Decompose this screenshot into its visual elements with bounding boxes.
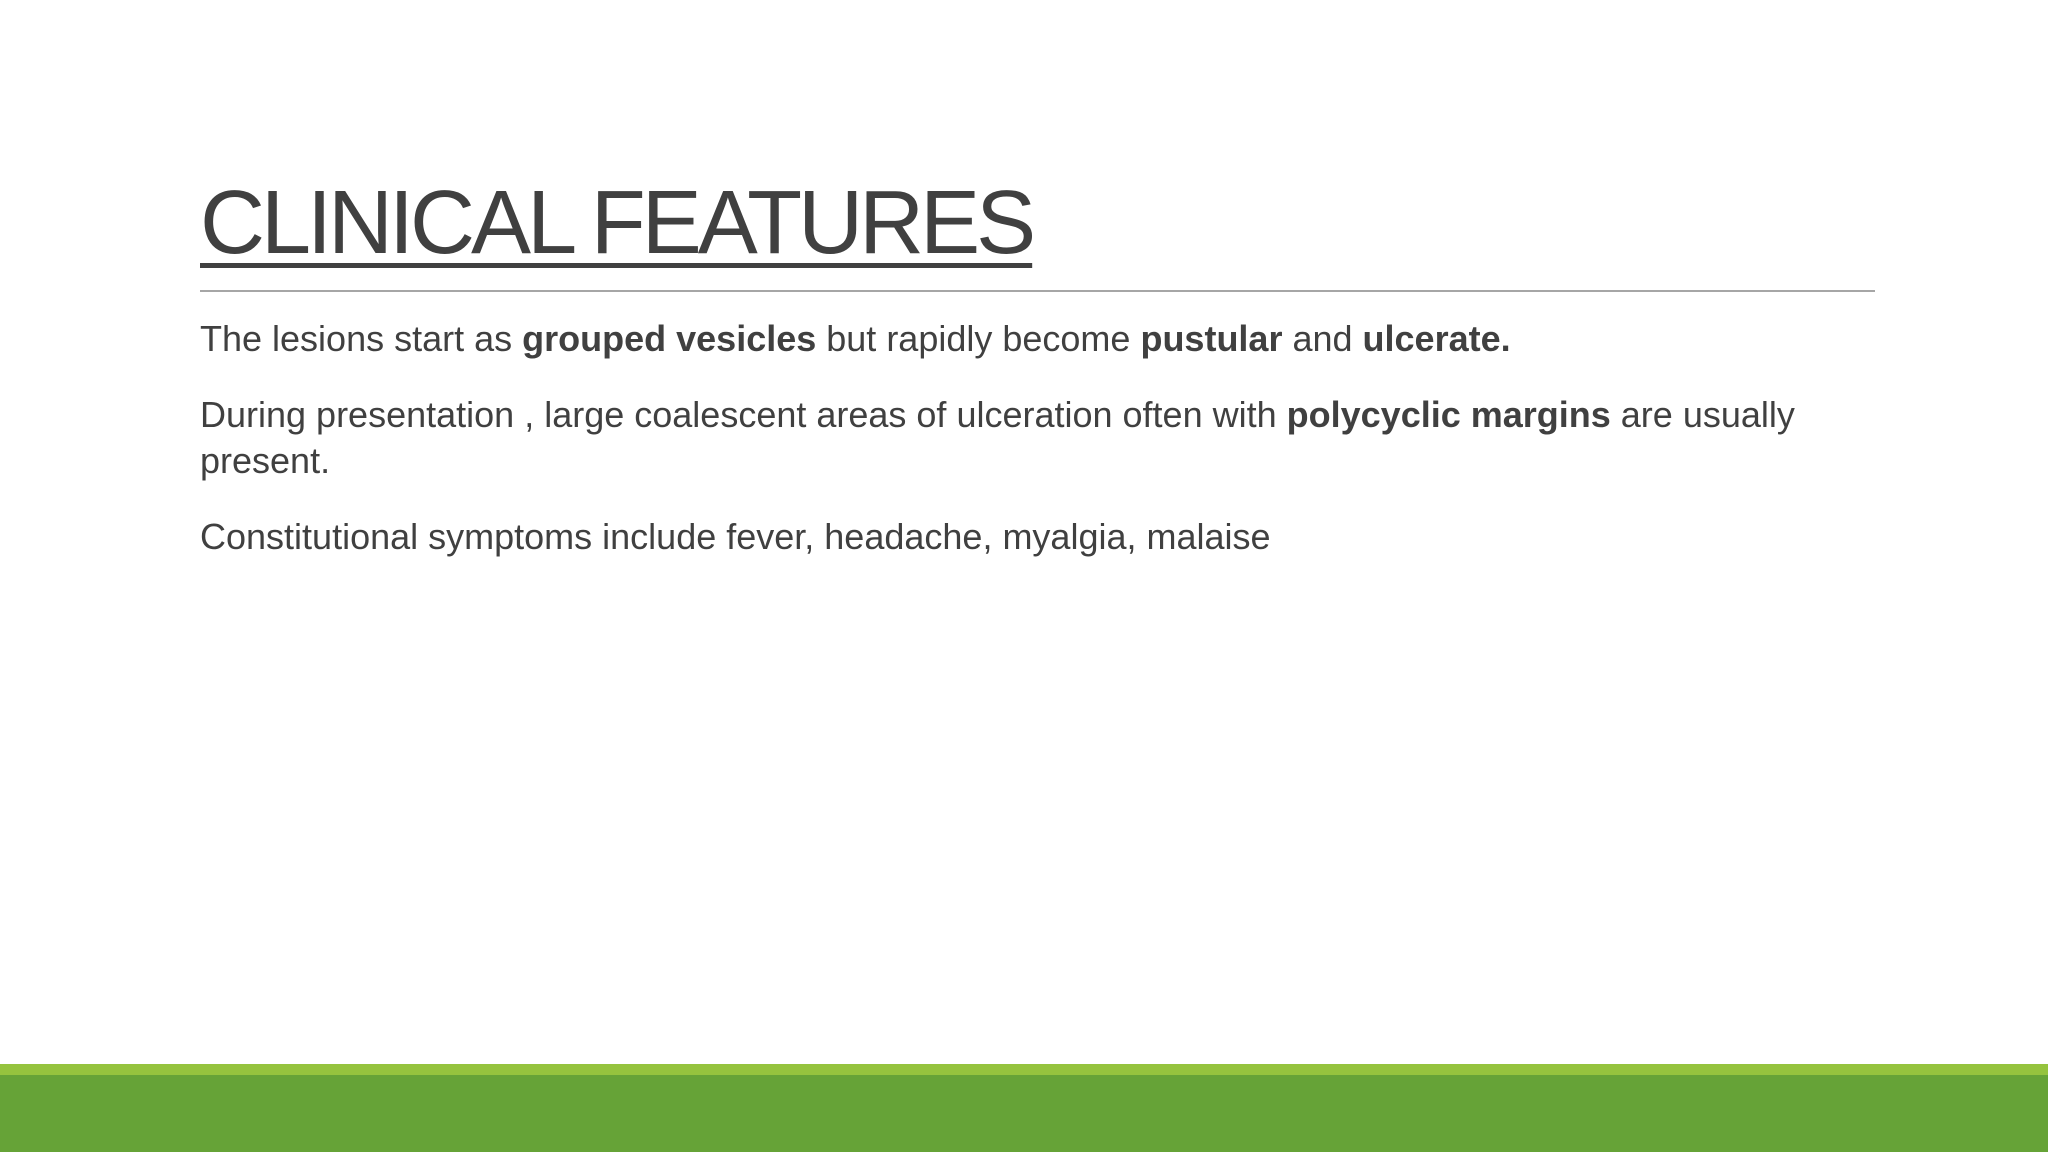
paragraph-constitutional-symptoms [200,514,1840,560]
paragraph-presentation [200,392,1840,484]
title-divider [200,290,1875,292]
text-segment: The lesions start as [200,318,523,359]
paragraph-lesions [200,316,1840,362]
text-segment: are usually present. [200,394,1795,481]
slide-body [200,316,1840,590]
footer-band-dark [0,1075,2048,1152]
bold-term-grouped-vesicles: grouped vesicles [522,318,817,359]
text-segment: but rapidly become [816,318,1141,359]
bold-term-ulcerate: ulcerate. [1362,318,1511,359]
bold-term-pustular: pustular [1140,318,1283,359]
text-segment: Constitutional symptoms include fever, headache, myalgia, malaise [200,516,1271,557]
footer-band-light [0,1064,2048,1075]
text-segment: During presentation , large coalescent areas of ulceration often with [200,394,1287,435]
bold-term-polycyclic-margins: polycyclic margins [1286,394,1611,435]
slide-title: CLINICAL FEATURES [200,173,1033,273]
text-segment: and [1282,318,1363,359]
